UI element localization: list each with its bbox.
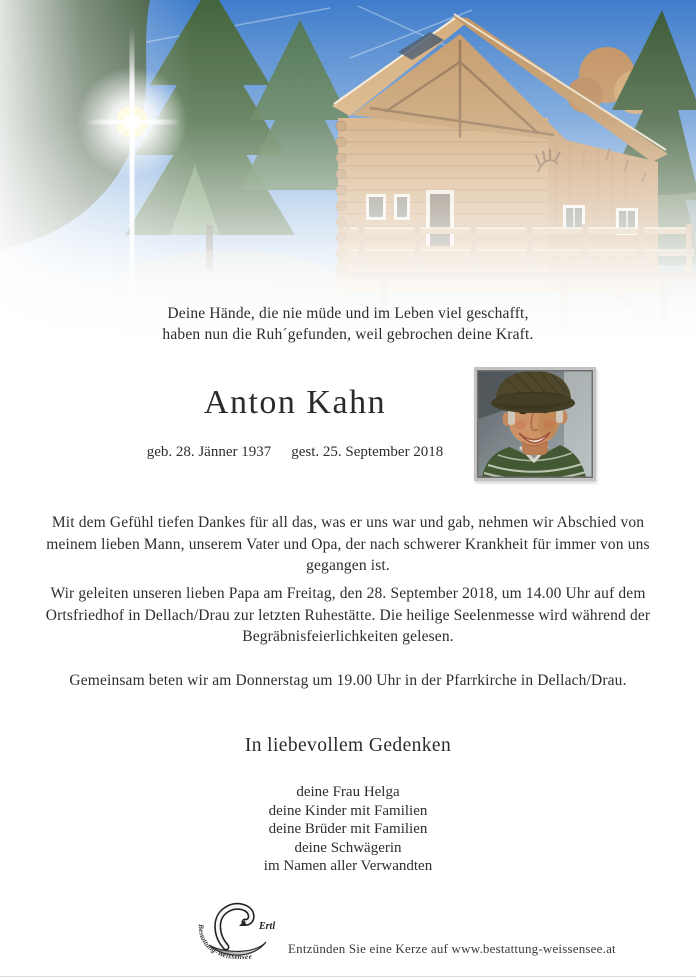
cabin-photo-illustration: [0, 0, 696, 345]
verse-line: Deine Hände, die nie müde und im Leben viel geschafft,: [167, 305, 529, 322]
deceased-name: Anton Kahn: [203, 384, 387, 421]
rosary-paragraph: Gemeinsam beten wir am Donnerstag um 19.00 Uhr in der Pfarrkirche in Dellach/Drau.: [69, 672, 627, 689]
funeral-home-logo: [196, 902, 304, 968]
list-item: deine Kinder mit Familien: [268, 802, 428, 819]
birth-date: geb. 28. Jänner 1937: [146, 444, 272, 460]
logo-owner-name: Ertl: [259, 921, 276, 932]
verse-line: haben nun die Ruh´gefunden, weil gebrochen deine Kraft.: [162, 326, 534, 343]
list-item: deine Schwägerin: [294, 839, 402, 856]
list-item: deine Brüder mit Familien: [268, 821, 428, 837]
thanks-paragraph: Mit dem Gefühl tiefen Dankes für all das, was er uns war und gab, nehmen wir Abschied von meinem lieben Mann, unserem Vater und Opa, der nach schwerer Krankheit für immer von uns gegangen ist.: [46, 514, 650, 574]
card-bottom-edge: [0, 976, 696, 977]
funeral-paragraph: Wir geleiten unseren lieben Papa am Freitag, den 28. September 2018, um 14.00 Uhr auf dem Ortsfriedhof in Dellach/Drau zur letzten Ruhestätte. Die heilige Seelenmesse wird während der Begräbnisfeierlichkeiten gelesen.: [45, 585, 651, 645]
portrait-illustration: [474, 367, 596, 481]
closing-line: In liebevollem Gedenken: [244, 735, 452, 756]
cabin-photo: [0, 0, 696, 345]
logo-arc-text: Bestattung-Weissensee: [196, 924, 253, 962]
portrait-photo: [474, 367, 596, 481]
death-date: gest. 25. September 2018: [291, 444, 444, 460]
list-item: deine Frau Helga: [296, 784, 400, 800]
list-item: im Namen aller Verwandten: [263, 858, 433, 874]
memorial-verse: [0, 303, 696, 345]
candle-link[interactable]: Entzünden Sie eine Kerze auf www.bestattung-weissensee.at: [288, 941, 616, 956]
swan-icon: [196, 902, 304, 968]
mourners-list: [0, 783, 696, 876]
